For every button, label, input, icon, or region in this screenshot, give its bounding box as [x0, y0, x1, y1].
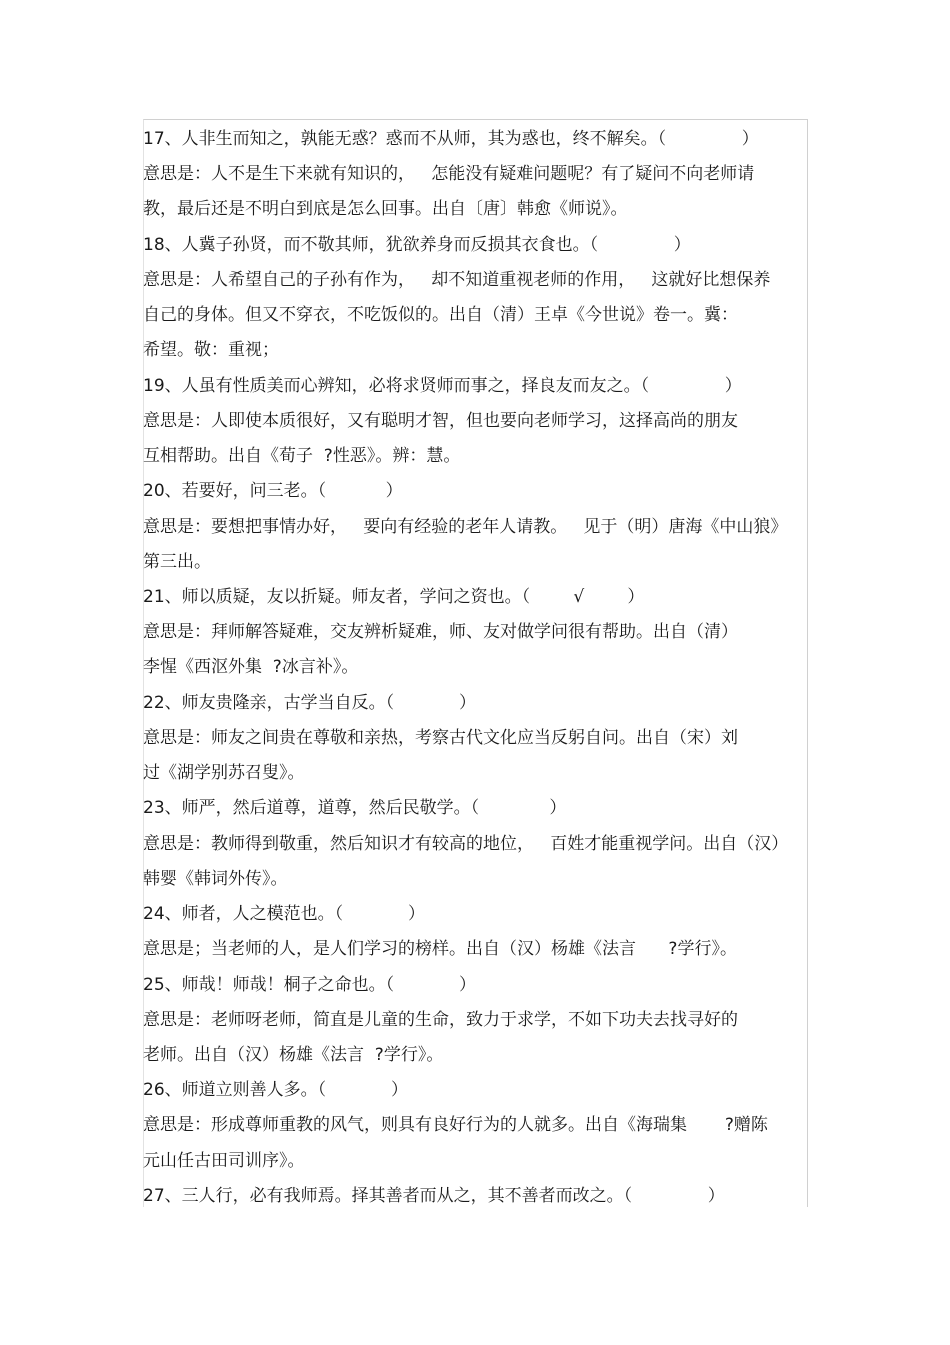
item-22-meaning-cont: 过《湖学别苏召叟》。 — [143, 763, 305, 783]
item-26-title: 26、师道立则善人多。（ ） — [143, 1080, 408, 1100]
item-20-meaning-cont: 第三出。 — [143, 552, 211, 572]
item-18-meaning-cont: 希望。敬：重视； — [143, 340, 279, 360]
item-21-title: 21、师以质疑，友以折疑。师友者，学问之资也。（ √ ） — [143, 587, 645, 607]
item-17-meaning-cont: 教，最后还是不明白到底是怎么回事。出自〔唐〕韩愈《师说》。 — [143, 199, 628, 219]
item-17-meaning: 意思是：人不是生下来就有知识的， 怎能没有疑难问题呢？有了疑问不向老师请 — [143, 164, 755, 184]
item-19-meaning: 意思是：人即使本质很好，又有聪明才智，但也要向老师学习，这择高尚的朋友 — [143, 411, 738, 431]
item-18-meaning: 意思是：人希望自己的子孙有作为， 却不知道重视老师的作用， 这就好比想保养 — [143, 270, 771, 290]
item-26-meaning: 意思是：形成尊师重教的风气，则具有良好行为的人就多。出自《海瑞集 ?赠陈 — [143, 1115, 768, 1135]
item-27-title: 27、三人行，必有我师焉。择其善者而从之，其不善者而改之。（ ） — [143, 1186, 725, 1206]
item-22-meaning: 意思是：师友之间贵在尊敬和亲热，考察古代文化应当反躬自问。出自（宋）刘 — [143, 728, 738, 748]
item-21-meaning: 意思是：拜师解答疑难，交友辨析疑难，师、友对做学问很有帮助。出自（清） — [143, 622, 738, 642]
item-20-title: 20、若要好，问三老。（ ） — [143, 481, 403, 501]
item-22-title: 22、师友贵隆亲，古学当自反。（ ） — [143, 693, 476, 713]
item-19-meaning-cont: 互相帮助。出自《荀子 ?性恶》。辨：慧。 — [143, 446, 461, 466]
item-24-meaning: 意思是；当老师的人，是人们学习的榜样。出自（汉）杨雄《法言 ?学行》。 — [143, 939, 737, 959]
item-25-title: 25、师哉！师哉！桐子之命也。（ ） — [143, 975, 476, 995]
item-19-title: 19、人虽有性质美而心辨知，必将求贤师而事之，择良友而友之。（ ） — [143, 376, 742, 396]
item-24-title: 24、师者，人之模范也。（ ） — [143, 904, 425, 924]
item-23-title: 23、师严，然后道尊，道尊，然后民敬学。（ ） — [143, 798, 567, 818]
item-25-meaning: 意思是：老师呀老师，简直是儿童的生命，致力于求学，不如下功夫去找寻好的 — [143, 1010, 738, 1030]
item-21-meaning-cont: 李惺《西沤外集 ?冰言补》。 — [143, 657, 359, 677]
item-23-meaning-cont: 韩婴《韩词外传》。 — [143, 869, 288, 889]
item-17-title: 17、人非生而知之，孰能无惑？惑而不从师，其为惑也，终不解矣。（ ） — [143, 129, 759, 149]
item-23-meaning: 意思是：教师得到敬重，然后知识才有较高的地位， 百姓才能重视学问。出自（汉） — [143, 834, 789, 854]
item-18-meaning-cont: 自己的身体。但又不穿衣，不吃饭似的。出自（清）王卓《今世说》卷一。冀： — [143, 305, 738, 325]
item-25-meaning-cont: 老师。出自（汉）杨雄《法言 ?学行》。 — [143, 1045, 444, 1065]
item-26-meaning-cont: 元山任古田司训序》。 — [143, 1151, 305, 1171]
item-20-meaning: 意思是：要想把事情办好， 要向有经验的老年人请教。 见于（明）唐海《中山狼》 — [143, 517, 788, 537]
item-18-title: 18、人冀子孙贤，而不敬其师，犹欲养身而反损其衣食也。（ ） — [143, 235, 691, 255]
